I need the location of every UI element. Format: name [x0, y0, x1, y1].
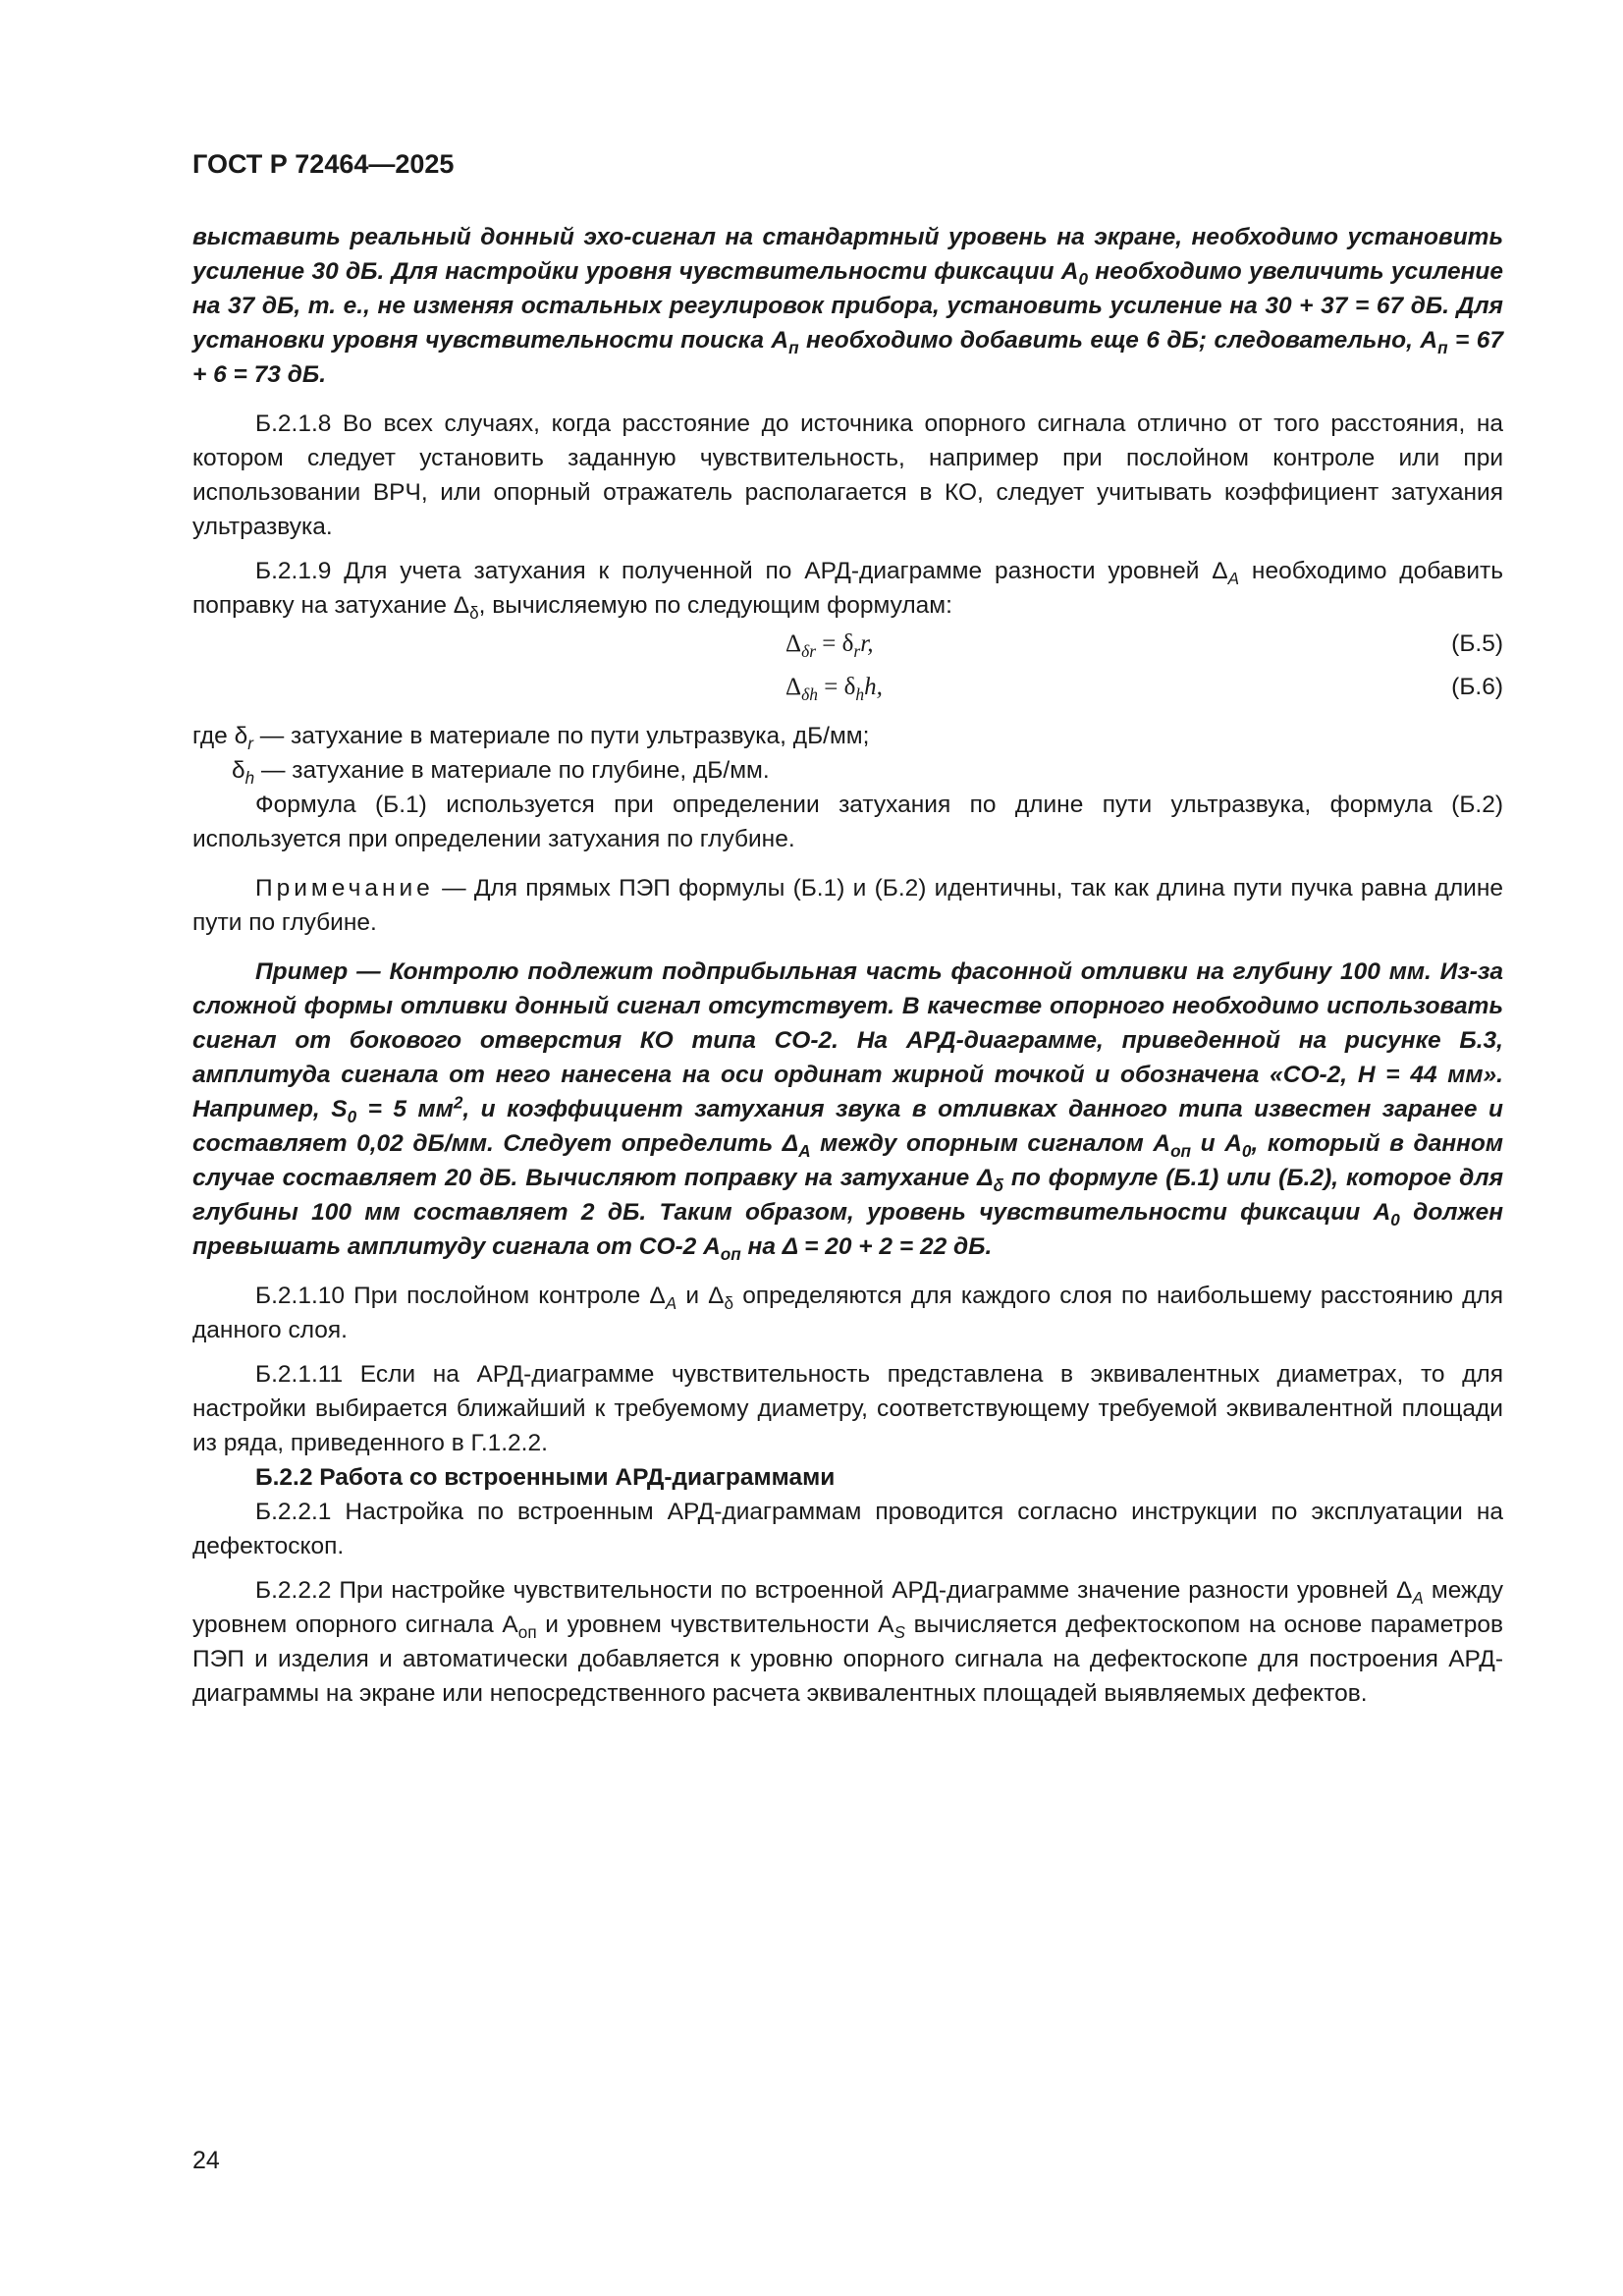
clause-b218: Б.2.1.8 Во всех случаях, когда расстояние до источника опорного сигнала отлично от того расстояния, на котором следует установить заданную чувствительность, например при послойном контроле или при использовании ВРЧ, или опорный отражатель располагается в КО, следует учитывать коэффициент затухания ультразвука. [192, 410, 1503, 540]
clause-b219: Б.2.1.9 Для учета затухания к полученной по АРД-диаграмме разности уровней $\Delta_A$ необходимо добавить поправку на затухание $\Delta_\delta$, вычисляемую по следующим формулам: [192, 558, 1503, 623]
clause-b221: Б.2.2.1 Настройка по встроенным АРД-диаграммам проводится согласно инструкции по эксплуатации на дефектоскоп. [192, 1499, 1503, 1559]
clause-b2111: Б.2.1.11 Если на АРД-диаграмме чувствительность представлена в эквивалентных диаметрах, то для настройки выбирается ближайший к требуемому диаметру, соответствующему требуемой эквивалентной площади из ряда, приведенного в Г.1.2.2. [192, 1361, 1503, 1456]
formula-b5: $\Delta_{\delta r} = \delta_rr$, (Б.5) [192, 623, 1503, 666]
page-number: 24 [192, 2147, 220, 2174]
note-label: Примечание [255, 875, 434, 902]
clause-b222: Б.2.2.2 При настройке чувствительности по встроенной АРД-диаграмме значение разности уровней $\Delta_A$ между уровнем опорного сигнала $A_{оп}$ и уровнем чувствительности $A_S$ вычисляется дефектоскопом на основе параметров ПЭП и изделия и автоматически добавляется к уровню опорного сигнала на дефектоскопе для построения АРД-диаграммы на экране или непосредственного расчета эквивалентных площадей выявляемых дефектов. [192, 1577, 1504, 1707]
where-line-1: где $\delta_r$ — затухание в материале по пути ультразвука, дБ/мм; [192, 723, 870, 753]
note: Примечание — Для прямых ПЭП формулы (Б.1) и (Б.2) идентичны, так как длина пути пучка равна длине пути по глубине. [192, 875, 1503, 936]
page-body [192, 220, 1503, 1711]
where-line-2: $\delta_h$ — затухание в материале по глубине, дБ/мм. [232, 757, 770, 788]
clause-b2110: Б.2.1.10 При послойном контроле $\Delta_A$ и $\Delta_\delta$ определяются для каждого слоя по наибольшему расстоянию для данного слоя. [192, 1283, 1503, 1343]
formula-number: (Б.5) [1451, 630, 1503, 657]
document-header: ГОСТ Р 72464—2025 [192, 149, 455, 179]
formula-number: (Б.6) [1451, 674, 1503, 700]
paragraph-continuation: выставить реальный донный эхо-сигнал на стандартный уровень на экране, необходимо установить усиление 30 дБ. Для настройки уровня чувствительности фиксации $A_0$ необходимо увеличить усиление на 37 дБ, т. е., не изменяя остальных регулировок прибора, установить усиление на 30 + 37 = 67 дБ. Для установки уровня чувствительности поиска $A_п$ необходимо добавить еще 6 дБ; следовательно, $A_п = 67 + 6 = 73$ дБ. [192, 224, 1504, 388]
formula-usage-paragraph: Формула (Б.1) используется при определении затухания по длине пути ультразвука, формула (Б.2) используется при определении затухания по глубине. [192, 792, 1503, 852]
formula-b6: $\Delta_{\delta h} = \delta_hh$, (Б.6) [192, 666, 1503, 709]
section-heading: Б.2.2 Работа со встроенными АРД-диаграммами [255, 1464, 836, 1491]
example-paragraph: Пример — Контролю подлежит подприбыльная часть фасонной отливки на глубину 100 мм. Из-за сложной формы отливки донный сигнал отсутствует. В качестве опорного необходимо использовать сигнал от бокового отверстия КО типа СО-2. На АРД-диаграмме, приведенной на рисунке Б.3, амплитуда сигнала от него нанесена на оси ординат жирной точкой и обозначена «СО-2, H = 44 мм». Например, $S_0 = 5$ $мм^2$, и коэффициент затухания звука в отливках данного типа известен заранее и составляет 0,02 дБ/мм. Следует определить $\Delta_A$ между опорным сигналом $A_{оп}$ и $A_0$, который в данном случае составляет 20 дБ. Вычисляют поправку на затухание $\Delta_\delta$ по формуле (Б.1) или (Б.2), которое для глубины 100 мм составляет 2 дБ. Таким образом, уровень чувствительности фиксации $A_0$ должен превышать амплитуду сигнала от СО-2 $A_{оп}$ на Δ = 20 + 2 = 22 дБ. [192, 958, 1504, 1264]
